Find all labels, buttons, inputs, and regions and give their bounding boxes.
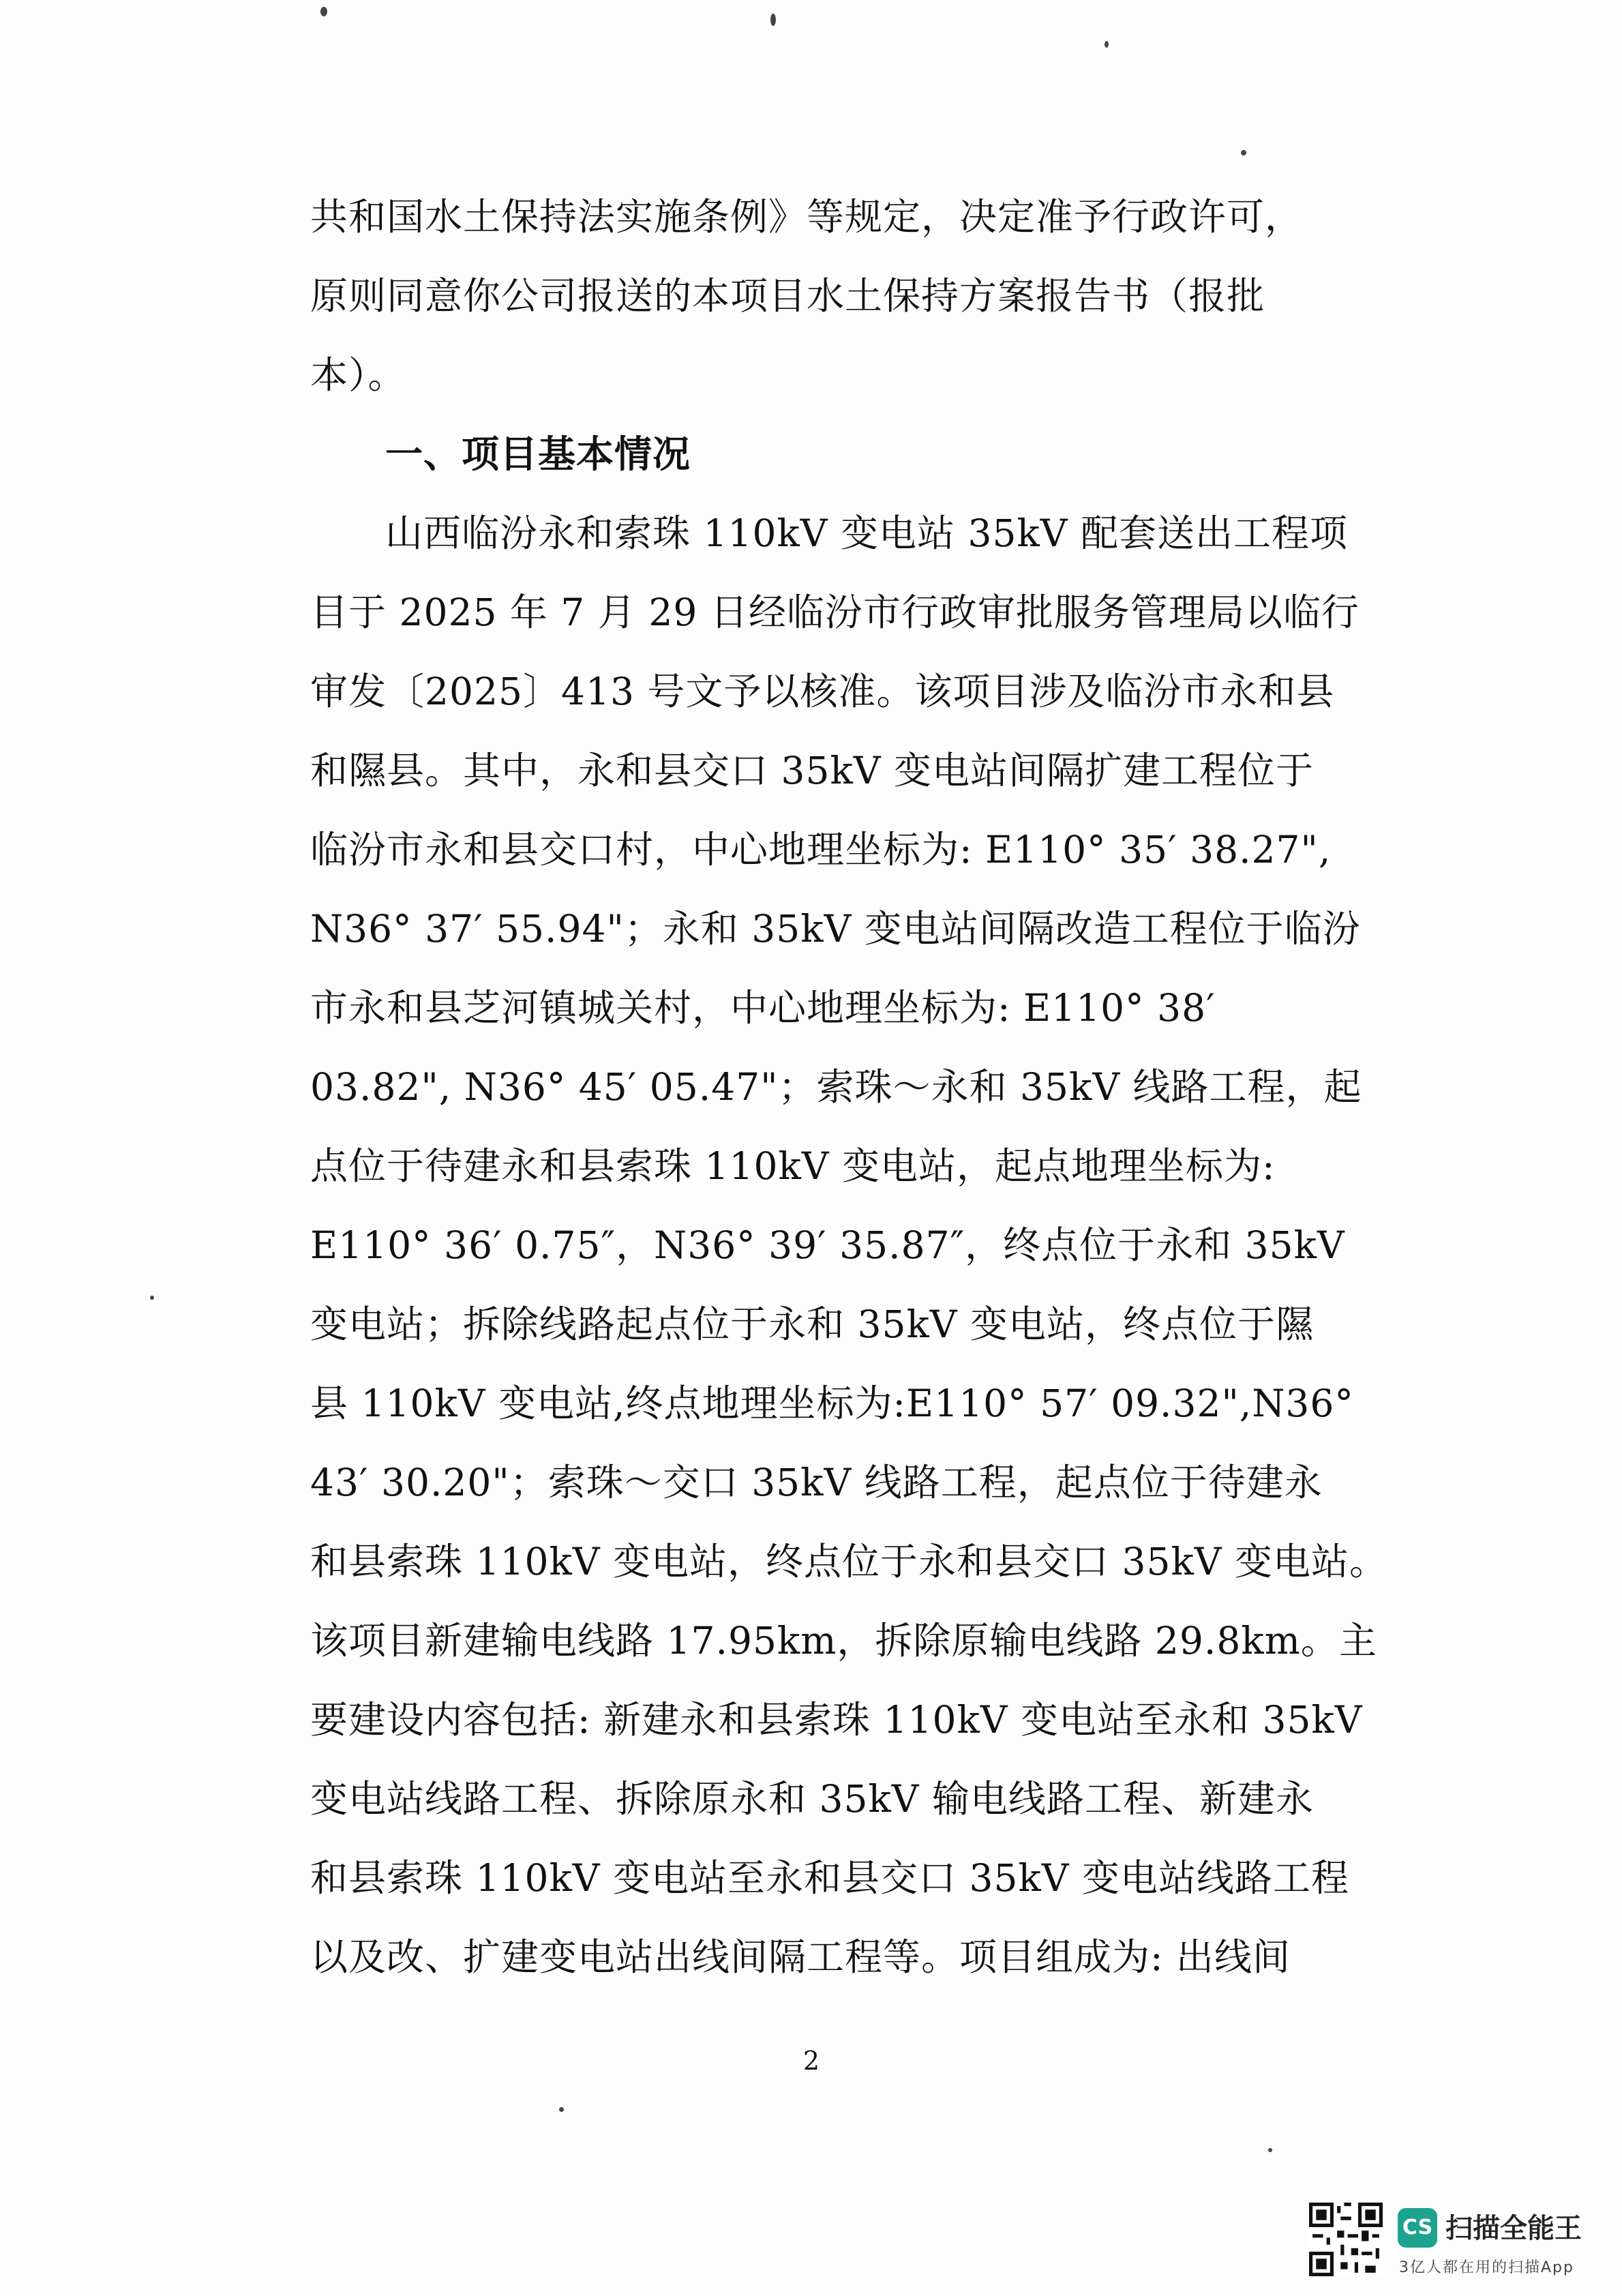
text-line: 临汾市永和县交口村，中心地理坐标为: E110° 35′ 38.27", — [310, 828, 1332, 871]
text-line: 点位于待建永和县索珠 110kV 变电站，起点地理坐标为: — [310, 1144, 1276, 1188]
scan-speck — [150, 1296, 154, 1300]
section-heading: 一、项目基本情况 — [385, 432, 691, 476]
scan-speck — [320, 7, 327, 16]
page-number: 2 — [802, 2046, 820, 2076]
text-line: N36° 37′ 55.94"；永和 35kV 变电站间隔改造工程位于临汾 — [310, 907, 1361, 951]
scan-speck — [1241, 150, 1246, 155]
text-line: 以及改、扩建变电站出线间隔工程等。项目组成为: 出线间 — [310, 1935, 1291, 1979]
text-line: E110° 36′ 0.75″，N36° 39′ 35.87″，终点位于永和 35kV — [310, 1223, 1345, 1267]
text-line: 和隰县。其中，永和县交口 35kV 变电站间隔扩建工程位于 — [310, 749, 1314, 792]
scan-speck — [559, 2107, 564, 2112]
text-line: 市永和县芝河镇城关村，中心地理坐标为: E110° 38′ — [310, 986, 1216, 1030]
text-line: 该项目新建输电线路 17.95km，拆除原输电线路 29.8km。主 — [310, 1619, 1377, 1663]
text-line: 03.82", N36° 45′ 05.47"；索珠～永和 35kV 线路工程，起 — [310, 1065, 1362, 1109]
watermark-tagline: 3亿人都在用的扫描App — [1399, 2259, 1574, 2276]
text-line: 县 110kV 变电站,终点地理坐标为:E110° 57′ 09.32",N36° — [310, 1382, 1354, 1425]
text-line: 山西临汾永和索珠 110kV 变电站 35kV 配套送出工程项 — [385, 511, 1348, 555]
scan-speck — [770, 14, 776, 26]
text-line: 审发〔2025〕413 号文予以核准。该项目涉及临汾市永和县 — [310, 670, 1335, 713]
text-line: 和县索珠 110kV 变电站，终点位于永和县交口 35kV 变电站。 — [310, 1540, 1387, 1583]
scan-speck — [1105, 41, 1109, 48]
text-line: 43′ 30.20"；索珠～交口 35kV 线路工程，起点位于待建永 — [310, 1461, 1323, 1504]
camscanner-logo-icon: CS — [1398, 2208, 1437, 2248]
text-line: 变电站线路工程、拆除原永和 35kV 输电线路工程、新建永 — [310, 1777, 1314, 1821]
document-body — [310, 177, 1387, 1997]
text-line: 共和国水土保持法实施条例》等规定，决定准予行政许可， — [310, 195, 1304, 239]
qr-code-icon — [1309, 2203, 1383, 2276]
scan-speck — [1268, 2148, 1272, 2152]
text-line: 要建设内容包括: 新建永和县索珠 110kV 变电站至永和 35kV — [310, 1698, 1363, 1742]
watermark-app-name: 扫描全能王 — [1445, 2213, 1582, 2244]
text-line: 本）。 — [310, 353, 406, 397]
text-line: 原则同意你公司报送的本项目水土保持方案报告书（报批 — [310, 274, 1265, 318]
scanner-watermark — [1309, 2203, 1602, 2284]
text-line: 目于 2025 年 7 月 29 日经临汾市行政审批服务管理局以临行 — [310, 591, 1360, 634]
text-line: 变电站；拆除线路起点位于永和 35kV 变电站，终点位于隰 — [310, 1302, 1314, 1346]
text-line: 和县索珠 110kV 变电站至永和县交口 35kV 变电站线路工程 — [310, 1856, 1349, 1900]
